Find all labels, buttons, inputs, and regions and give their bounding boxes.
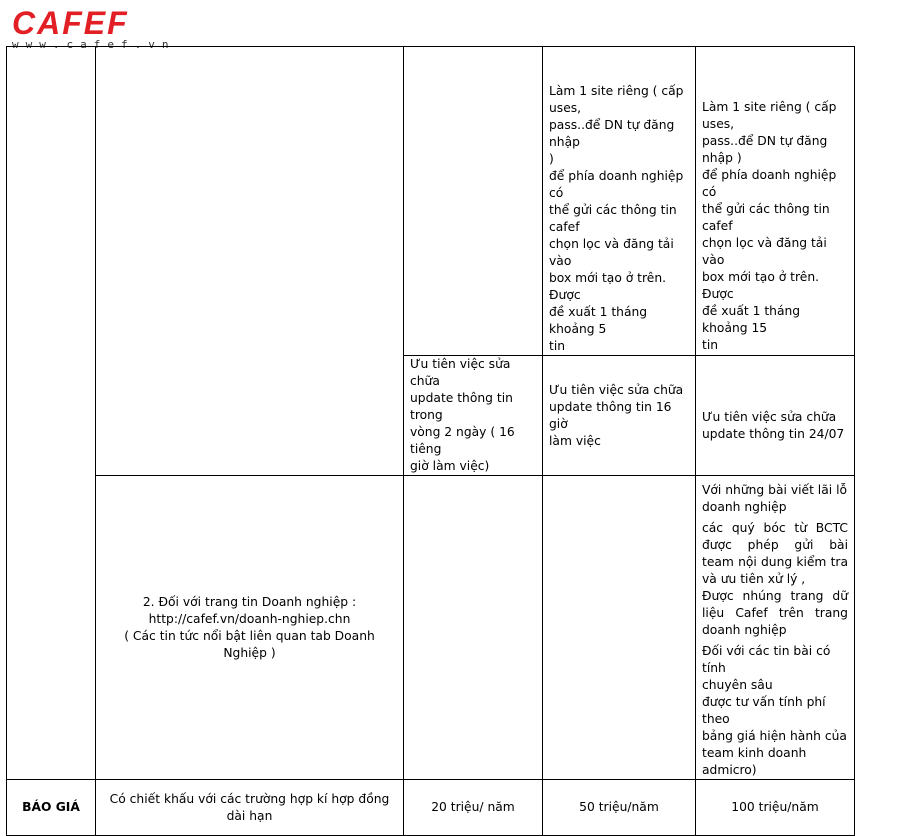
update-priority-cell-2days: Ưu tiên việc sửa chữa update thông tin trong vòng 2 ngày ( 16 tiêng giờ làm việc) [404, 356, 543, 476]
private-site-cell-5: Làm 1 site riêng ( cấp uses, pass..để DN tự đăng nhập ) để phía doanh nghiệp có thể gửi các thông tin cafef chọn lọc và đăng tải vào box mới tạo ở trên. Được đề xuất 1 tháng khoảng 5 tin [543, 47, 696, 356]
price-20m: 20 triệu/ năm [404, 780, 543, 836]
table-row [7, 47, 855, 356]
empty-cell [543, 476, 696, 780]
update-priority-cell-247: Ưu tiên việc sửa chữa update thông tin 24/07 [696, 356, 855, 476]
empty-cell [96, 47, 404, 476]
empty-cell [404, 476, 543, 780]
price-label: BÁO GIÁ [7, 780, 96, 836]
pricing-table [6, 46, 855, 836]
enterprise-benefits-cell: Với những bài viết lãi lỗ doanh nghiệp các quý bóc từ BCTC được phép gửi bài team nội dung kiểm tra và ưu tiên xử lý , Được nhúng trang dữ liệu Cafef trên trang doanh nghiệp Đối với các tin bài có tính chuyên sâu được tư vấn tính phí theo bảng giá hiện hành của team kinh doanh admicro) [696, 476, 855, 780]
table-row [7, 780, 855, 836]
empty-cell [404, 47, 543, 356]
cafef-logo [10, 6, 220, 50]
empty-cell [7, 47, 96, 780]
logo-url: www.cafef.vn [12, 38, 176, 51]
enterprise-page-cell: 2. Đối với trang tin Doanh nghiệp : http://cafef.vn/doanh-nghiep.chn ( Các tin tức nổi bật liên quan tab Doanh Nghiệp ) [96, 476, 404, 780]
table-row [7, 476, 855, 780]
private-site-cell-15: Làm 1 site riêng ( cấp uses, pass..để DN tự đăng nhập ) để phía doanh nghiệp có thể gửi các thông tin cafef chọn lọc và đăng tải vào box mới tạo ở trên. Được đề xuất 1 tháng khoảng 15 tin [696, 47, 855, 356]
discount-note: Có chiết khấu với các trường hợp kí hợp đồng dài hạn [96, 780, 404, 836]
price-100m: 100 triệu/năm [696, 780, 855, 836]
logo-wordmark: CAFEF [12, 5, 129, 41]
price-50m: 50 triệu/năm [543, 780, 696, 836]
update-priority-cell-16h: Ưu tiên việc sửa chữa update thông tin 16 giờ làm việc [543, 356, 696, 476]
